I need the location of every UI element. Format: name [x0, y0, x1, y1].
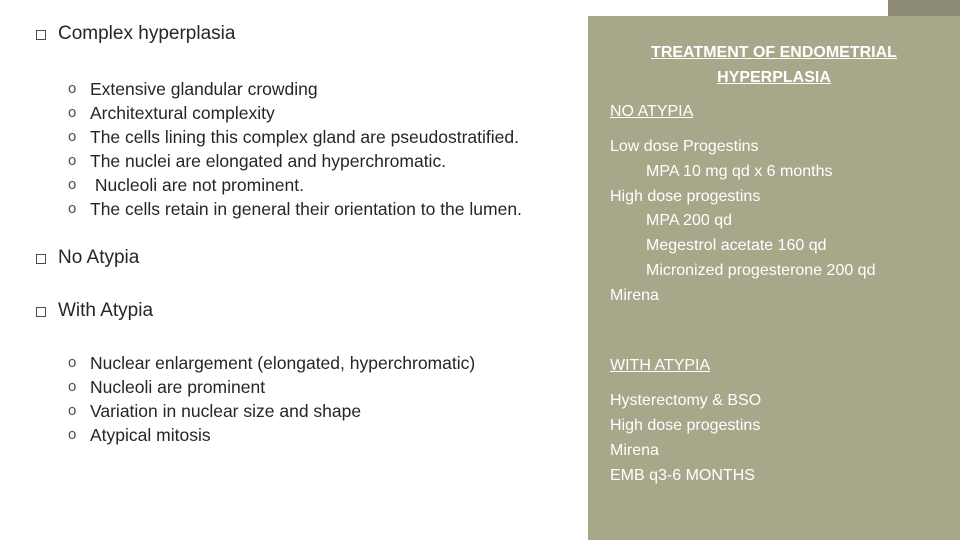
circle-bullet-icon: o [68, 426, 77, 443]
complex-features-list [68, 77, 522, 221]
with-atypia-heading: WITH ATYPIA [610, 357, 711, 374]
bullet-label: With Atypia [58, 300, 154, 321]
panel-title: TREATMENT OF ENDOMETRIAL HYPERPLASIA [651, 44, 897, 86]
bullet-label: Complex hyperplasia [58, 23, 236, 44]
circle-bullet-icon: o [68, 200, 77, 217]
bullet-with-atypia [36, 300, 153, 322]
circle-bullet-icon: o [68, 104, 77, 121]
treatment-line: MPA 10 mg qd x 6 months [646, 163, 833, 180]
corner-accent-bar [888, 0, 960, 16]
circle-bullet-icon: o [68, 354, 77, 371]
treatment-line: Low dose Progestins [610, 138, 759, 155]
treatment-line: Mirena [610, 442, 659, 459]
treatment-line: Hysterectomy & BSO [610, 392, 762, 409]
circle-bullet-icon: o [68, 176, 77, 193]
checkbox-bullet-icon [36, 30, 46, 40]
bullet-label: No Atypia [58, 247, 140, 268]
treatment-line: Micronized progesterone 200 qd [646, 262, 876, 279]
treatment-line: High dose progestins [610, 188, 761, 205]
list-item: o Variation in nuclear size and shape [68, 401, 362, 421]
circle-bullet-icon: o [68, 80, 77, 97]
checkbox-bullet-icon [36, 307, 46, 317]
list-item: o The cells retain in general their orientation to the lumen. [68, 199, 522, 219]
circle-bullet-icon: o [68, 378, 77, 395]
treatment-line: Megestrol acetate 160 qd [646, 237, 827, 254]
bullet-no-atypia [36, 247, 139, 269]
list-item: o Nuclear enlargement (elongated, hyperchromatic) [68, 353, 476, 373]
list-item: o Extensive glandular crowding [68, 79, 318, 99]
list-item: o Nucleoli are prominent [68, 377, 266, 397]
checkbox-bullet-icon [36, 254, 46, 264]
circle-bullet-icon: o [68, 128, 77, 145]
no-atypia-heading: NO ATYPIA [610, 103, 694, 120]
treatment-line: High dose progestins [610, 417, 761, 434]
atypia-features-list [68, 351, 475, 447]
treatment-line: EMB q3-6 MONTHS [610, 467, 755, 484]
treatment-line: MPA 200 qd [646, 212, 732, 229]
treatment-line: Mirena [610, 287, 659, 304]
circle-bullet-icon: o [68, 402, 77, 419]
list-item: o Architextural complexity [68, 103, 275, 123]
list-item: o Nucleoli are not prominent. [68, 175, 304, 195]
treatment-panel [588, 16, 960, 540]
circle-bullet-icon: o [68, 152, 77, 169]
list-item: o The cells lining this complex gland are pseudostratified. [68, 127, 519, 147]
list-item: o The nuclei are elongated and hyperchromatic. [68, 151, 447, 171]
list-item: o Atypical mitosis [68, 425, 211, 445]
bullet-complex-hyperplasia [36, 23, 235, 45]
